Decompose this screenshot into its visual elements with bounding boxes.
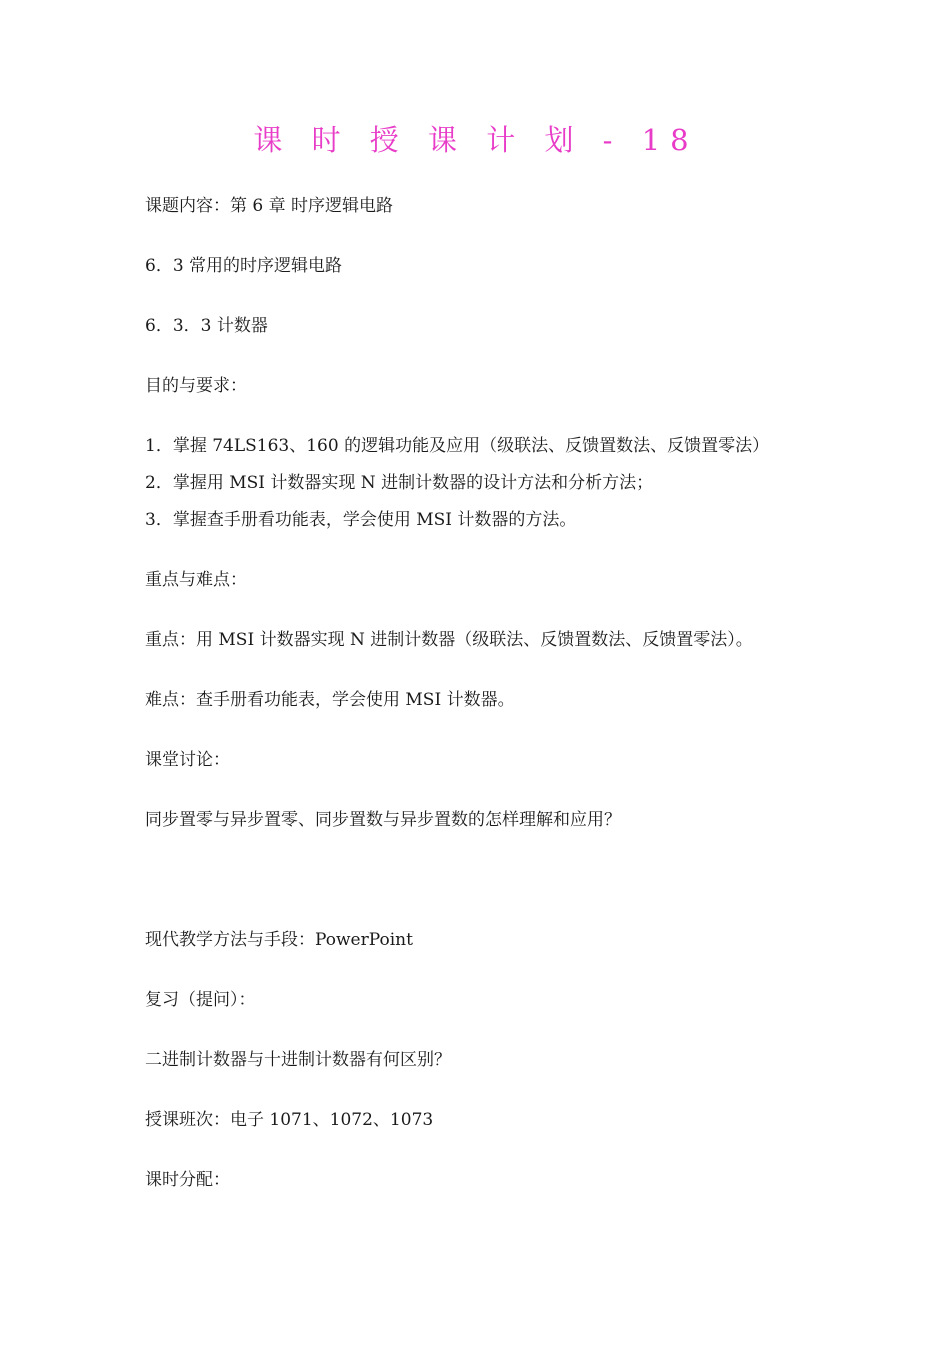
topic-line: 课题内容：第 6 章 时序逻辑电路: [145, 196, 394, 216]
page-title: 课 时 授 课 计 划 - 18: [253, 123, 699, 157]
review-heading: 复习（提问）：: [145, 990, 256, 1010]
keypoint-line: 重点：用 MSI 计数器实现 N 进制计数器（级联法、反馈置数法、反馈置零法）。: [145, 630, 753, 650]
discussion-heading: 课堂讨论：: [145, 750, 230, 770]
subsection-line: 6．3．3 计数器: [145, 316, 268, 336]
hours-heading: 课时分配：: [145, 1170, 230, 1190]
keypoints-heading: 重点与难点：: [145, 570, 247, 590]
review-question: 二进制计数器与十进制计数器有何区别？: [145, 1050, 451, 1070]
objective-item-1: 1．掌握 74LS163、160 的逻辑功能及应用（级联法、反馈置数法、反馈置零法）: [145, 436, 770, 456]
objective-item-3: 3．掌握查手册看功能表，学会使用 MSI 计数器的方法。: [145, 510, 577, 530]
section-line: 6．3 常用的时序逻辑电路: [145, 256, 343, 276]
objectives-heading: 目的与要求：: [145, 376, 247, 396]
methods-line: 现代教学方法与手段：PowerPoint: [145, 930, 413, 950]
discussion-line: 同步置零与异步置零、同步置数与异步置数的怎样理解和应用？: [145, 810, 621, 830]
difficulty-line: 难点：查手册看功能表，学会使用 MSI 计数器。: [145, 690, 515, 710]
classes-line: 授课班次：电子 1071、1072、1073: [145, 1110, 434, 1130]
objective-item-2: 2．掌握用 MSI 计数器实现 N 进制计数器的设计方法和分析方法；: [145, 473, 654, 493]
